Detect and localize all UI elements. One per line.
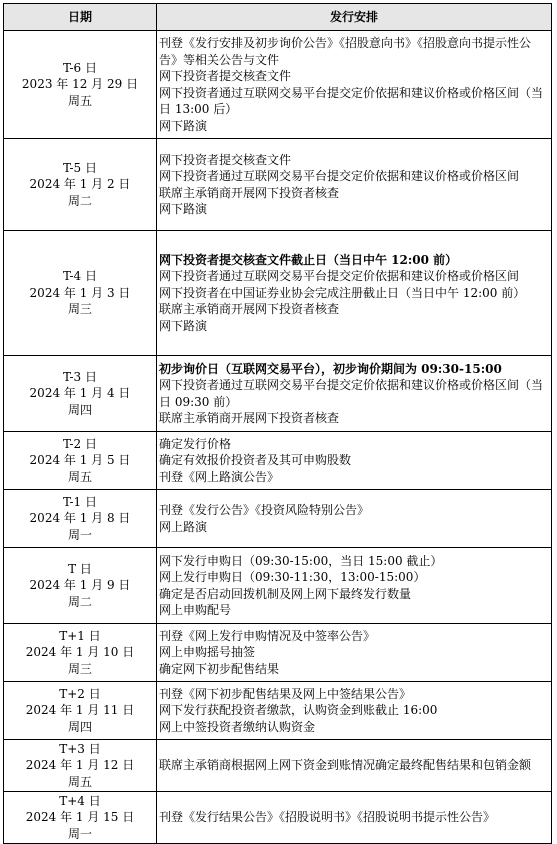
arrangement-item: 网下路演 bbox=[159, 318, 208, 333]
date-date: 2024 年 1 月 12 日 bbox=[25, 758, 135, 773]
arrangement-item: 确定有效报价投资者及其可申购股数 bbox=[159, 453, 352, 468]
date-date: 2024 年 1 月 2 日 bbox=[29, 177, 131, 192]
date-cell bbox=[4, 490, 157, 548]
table-row bbox=[4, 139, 552, 231]
table-row bbox=[4, 548, 552, 624]
date-date: 2023 年 12 月 29 日 bbox=[21, 77, 139, 92]
arrangement-item: 联席主承销商根据网上网下资金到账情况确定最终配售结果和包销金额 bbox=[159, 758, 532, 773]
arrangement-cell bbox=[157, 231, 552, 356]
arrangement-item: 网下路演 bbox=[159, 202, 208, 216]
date-cell bbox=[4, 682, 157, 740]
table-row bbox=[4, 624, 552, 682]
arrangement-item: 网下发行获配投资者缴款，认购资金到账截止 16:00 bbox=[159, 703, 438, 718]
table-row bbox=[4, 356, 552, 432]
date-cell bbox=[4, 31, 157, 139]
date-weekday: 周三 bbox=[67, 661, 92, 676]
date-cell bbox=[4, 548, 157, 624]
arrangement-cell bbox=[157, 624, 552, 682]
date-date: 2024 年 1 月 9 日 bbox=[29, 578, 131, 593]
table-row bbox=[4, 490, 552, 548]
arrangement-item: 网下投资者在中国证券业协会完成注册截止日（当日中午 12:00 前） bbox=[159, 285, 526, 300]
table-row bbox=[4, 31, 552, 139]
date-date: 2024 年 1 月 4 日 bbox=[29, 386, 131, 401]
arrangement-item: 刊登《发行公告》《投资风险特别公告》 bbox=[159, 503, 370, 517]
arrangement-cell bbox=[157, 740, 552, 792]
date-weekday: 周三 bbox=[67, 302, 92, 317]
table-header-row bbox=[4, 4, 552, 31]
date-cell bbox=[4, 624, 157, 682]
arrangement-item: 网下投资者通过互联网交易平台提交定价依据和建议价格或价格区间 bbox=[159, 269, 520, 284]
date-date: 2024 年 1 月 8 日 bbox=[29, 511, 131, 526]
arrangement-item: 网下投资者通过互联网交易平台提交定价依据和建议价格或价格区间（当日 13:00 后） bbox=[159, 85, 544, 116]
date-weekday: 周一 bbox=[67, 527, 92, 542]
date-weekday: 周五 bbox=[67, 469, 92, 484]
arrangement-item: 刊登《网下初步配售结果及网上中签结果公告》 bbox=[159, 686, 412, 701]
table-row bbox=[4, 792, 552, 844]
date-day: T-1 日 bbox=[63, 494, 97, 509]
date-date: 2024 年 1 月 3 日 bbox=[29, 285, 131, 300]
arrangement-item: 网上中签投资者缴纳认购资金 bbox=[159, 719, 316, 734]
date-weekday: 周四 bbox=[67, 402, 92, 417]
arrangement-item: 确定网下初步配售结果 bbox=[159, 661, 280, 676]
arrangement-item: 网上路演 bbox=[159, 519, 208, 534]
date-cell bbox=[4, 356, 157, 432]
arrangement-item: 初步询价日（互联网交易平台），初步询价期间为 09:30-15:00 bbox=[159, 361, 502, 376]
date-weekday: 周五 bbox=[67, 93, 92, 108]
date-day: T+4 日 bbox=[59, 793, 101, 808]
arrangement-item: 刊登《网上路演公告》 bbox=[159, 469, 280, 484]
date-day: T+1 日 bbox=[59, 628, 101, 643]
date-date: 2024 年 1 月 11 日 bbox=[25, 703, 135, 718]
date-date: 2024 年 1 月 10 日 bbox=[25, 645, 135, 660]
arrangement-item: 确定是否启动回拨机制及网上网下最终发行数量 bbox=[159, 586, 412, 601]
arrangement-item: 网上申购配号 bbox=[159, 603, 232, 617]
arrangement-item: 网上申购摇号抽签 bbox=[159, 645, 256, 660]
arrangement-item: 刊登《发行安排及初步询价公告》《招股意向书》《招股意向书提示性公告》等相关公告与文件 bbox=[159, 36, 532, 67]
date-cell bbox=[4, 792, 157, 844]
arrangement-cell bbox=[157, 792, 552, 844]
date-day: T-2 日 bbox=[63, 436, 97, 451]
date-day: T+2 日 bbox=[59, 686, 101, 701]
date-day: T-6 日 bbox=[63, 60, 97, 75]
arrangement-cell bbox=[157, 356, 552, 432]
table-row bbox=[4, 682, 552, 740]
date-day: T+3 日 bbox=[59, 741, 101, 756]
arrangement-item: 网下投资者提交核查文件 bbox=[159, 69, 292, 83]
arrangement-cell bbox=[157, 682, 552, 740]
arrangement-item: 网上发行申购日（09:30-11:30，13:00-15:00） bbox=[159, 570, 426, 584]
arrangement-item: 网下投资者通过互联网交易平台提交定价依据和建议价格或价格区间（当日 09:30 前） bbox=[159, 378, 544, 409]
date-weekday: 周二 bbox=[67, 594, 92, 609]
arrangement-item: 网下路演 bbox=[159, 118, 208, 133]
arrangement-cell bbox=[157, 432, 552, 490]
date-weekday: 周二 bbox=[67, 193, 92, 208]
date-weekday: 周四 bbox=[67, 719, 92, 734]
table-row bbox=[4, 432, 552, 490]
table-body bbox=[4, 31, 552, 844]
arrangement-cell bbox=[157, 548, 552, 624]
arrangement-item: 联席主承销商开展网下投资者核查 bbox=[159, 411, 340, 425]
arrangement-item: 网下投资者提交核查文件 bbox=[159, 152, 292, 167]
date-cell bbox=[4, 139, 157, 231]
header-arrangement: 发行安排 bbox=[157, 4, 552, 31]
arrangement-cell bbox=[157, 490, 552, 548]
arrangement-item: 网下投资者提交核查文件截止日（当日中午 12:00 前） bbox=[159, 252, 458, 267]
table-row bbox=[4, 231, 552, 356]
date-cell bbox=[4, 432, 157, 490]
date-day: T-3 日 bbox=[63, 369, 97, 384]
issuance-schedule-table bbox=[3, 3, 552, 844]
header-date: 日期 bbox=[4, 4, 157, 31]
arrangement-item: 网下发行申购日（09:30-15:00，当日 15:00 截止） bbox=[159, 553, 443, 568]
date-day: T-4 日 bbox=[63, 269, 97, 284]
date-cell bbox=[4, 740, 157, 792]
arrangement-item: 联席主承销商开展网下投资者核查 bbox=[159, 302, 340, 317]
arrangement-item: 刊登《发行结果公告》《招股说明书》《招股说明书提示性公告》 bbox=[159, 810, 496, 825]
date-day: T-5 日 bbox=[63, 160, 97, 175]
date-date: 2024 年 1 月 15 日 bbox=[25, 810, 135, 825]
date-day: T 日 bbox=[68, 561, 92, 576]
arrangement-cell bbox=[157, 139, 552, 231]
date-date: 2024 年 1 月 5 日 bbox=[29, 453, 131, 468]
arrangement-item: 联席主承销商开展网下投资者核查 bbox=[159, 185, 340, 200]
date-weekday: 周一 bbox=[67, 826, 92, 841]
date-cell bbox=[4, 231, 157, 356]
arrangement-item: 刊登《网上发行申购情况及中签率公告》 bbox=[159, 628, 376, 643]
arrangement-item: 确定发行价格 bbox=[159, 436, 232, 451]
date-weekday: 周五 bbox=[67, 774, 92, 789]
arrangement-item: 网下投资者通过互联网交易平台提交定价依据和建议价格或价格区间 bbox=[159, 169, 520, 183]
arrangement-cell bbox=[157, 31, 552, 139]
table-row bbox=[4, 740, 552, 792]
